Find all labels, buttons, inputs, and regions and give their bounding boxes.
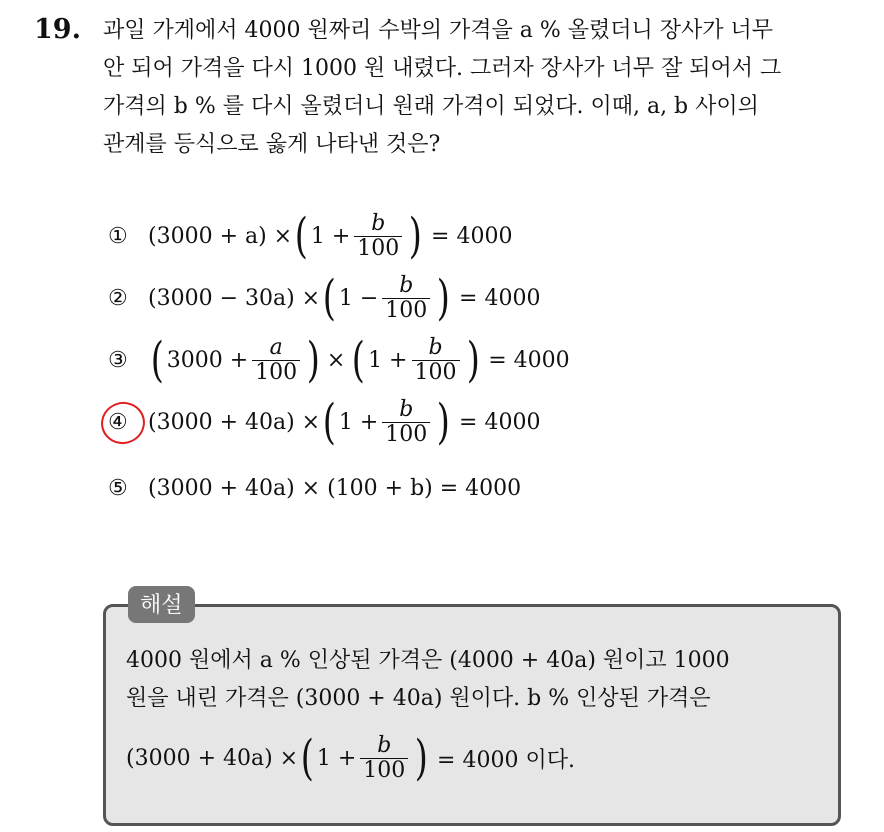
- choice-5[interactable]: [108, 460, 521, 516]
- paren-close: ): [306, 332, 321, 388]
- choice-right: = 4000: [459, 409, 541, 435]
- times-sign: ×: [326, 347, 346, 373]
- fraction-denominator: 100: [412, 360, 460, 384]
- choice-2[interactable]: [108, 270, 540, 326]
- fraction-numerator: b: [428, 335, 443, 361]
- solution-line: 4000 원에서 a % 인상된 가격은 (4000 + 40a) 원이고 1000: [126, 648, 730, 673]
- choice-left: (3000 + 40a) ×: [148, 409, 321, 435]
- paren-close: ): [415, 730, 429, 786]
- question-number: 19.: [34, 14, 81, 45]
- fraction-denominator: 100: [252, 360, 300, 384]
- choice-lead: 1 +: [338, 409, 379, 435]
- fraction: [382, 274, 430, 321]
- paren-open: (: [322, 270, 337, 326]
- answer-circle-mark: [96, 397, 149, 449]
- choice-4[interactable]: [108, 394, 540, 450]
- fraction: [360, 734, 408, 781]
- paren-open: (: [322, 394, 337, 450]
- choice-mark: ①: [108, 223, 128, 249]
- paren-open: (: [294, 208, 309, 264]
- choice-lead: 1 −: [338, 285, 379, 311]
- choice-right: = 4000: [431, 223, 513, 249]
- choice-text: (3000 + 40a) × (100 + b) = 4000: [148, 475, 522, 501]
- choice-mark: ⑤: [108, 475, 128, 501]
- fraction-numerator: b: [399, 273, 414, 299]
- fraction-numerator: b: [399, 397, 414, 423]
- fraction-denominator: 100: [382, 422, 430, 446]
- stem-line: 가격의 b % 를 다시 올렸더니 원래 가격이 되었다. 이때, a, b 사이의: [103, 94, 759, 119]
- fraction-denominator: 100: [382, 298, 430, 322]
- choice-right: = 4000: [459, 285, 541, 311]
- stem-line: 안 되어 가격을 다시 1000 원 내렸다. 그러자 장사가 너무 잘 되어서 그: [103, 56, 782, 81]
- stem-line: 관계를 등식으로 옳게 나타낸 것은?: [103, 132, 441, 157]
- paren-open: (: [352, 332, 366, 388]
- equation-left: (3000 + 40a) ×: [126, 745, 299, 771]
- choice-3[interactable]: [108, 332, 570, 388]
- fraction-numerator: b: [371, 211, 386, 237]
- fraction: [252, 336, 300, 383]
- fraction: [382, 398, 430, 445]
- fraction-numerator: b: [377, 733, 392, 759]
- fraction: [412, 336, 460, 383]
- fraction-denominator: 100: [360, 758, 408, 782]
- choice-lead: 3000 +: [166, 347, 249, 373]
- choice-lead: 1 +: [368, 347, 408, 373]
- question-stem: [103, 12, 863, 164]
- solution-text: [126, 642, 826, 718]
- equation-right: = 4000 이다.: [437, 747, 575, 773]
- choice-right: = 4000: [488, 347, 570, 373]
- paren-close: ): [437, 394, 451, 450]
- solution-equation: [126, 728, 575, 788]
- choice-left: (3000 − 30a) ×: [148, 285, 321, 311]
- paren-close: ): [437, 270, 451, 326]
- stem-line: 과일 가게에서 4000 원짜리 수박의 가격을 a % 올렸더니 장사가 너무: [103, 18, 773, 43]
- equation-lead: 1 +: [316, 745, 357, 771]
- fraction-denominator: 100: [354, 236, 402, 260]
- solution-tag: 해설: [128, 586, 195, 623]
- fraction: [354, 212, 402, 259]
- paren-open: (: [150, 332, 164, 388]
- choice-mark: ④: [108, 409, 128, 435]
- choice-mark: ③: [108, 347, 128, 373]
- choice-mark: ②: [108, 285, 128, 311]
- choice-1[interactable]: [108, 208, 512, 264]
- fraction-numerator: a: [269, 335, 283, 361]
- paren-close: ): [409, 208, 423, 264]
- choice-left: (3000 + a) ×: [148, 223, 293, 249]
- choice-lead: 1 +: [310, 223, 351, 249]
- solution-line: 원을 내린 가격은 (3000 + 40a) 원이다. b % 인상된 가격은: [126, 686, 711, 711]
- paren-close: ): [466, 332, 480, 388]
- paren-open: (: [300, 730, 315, 786]
